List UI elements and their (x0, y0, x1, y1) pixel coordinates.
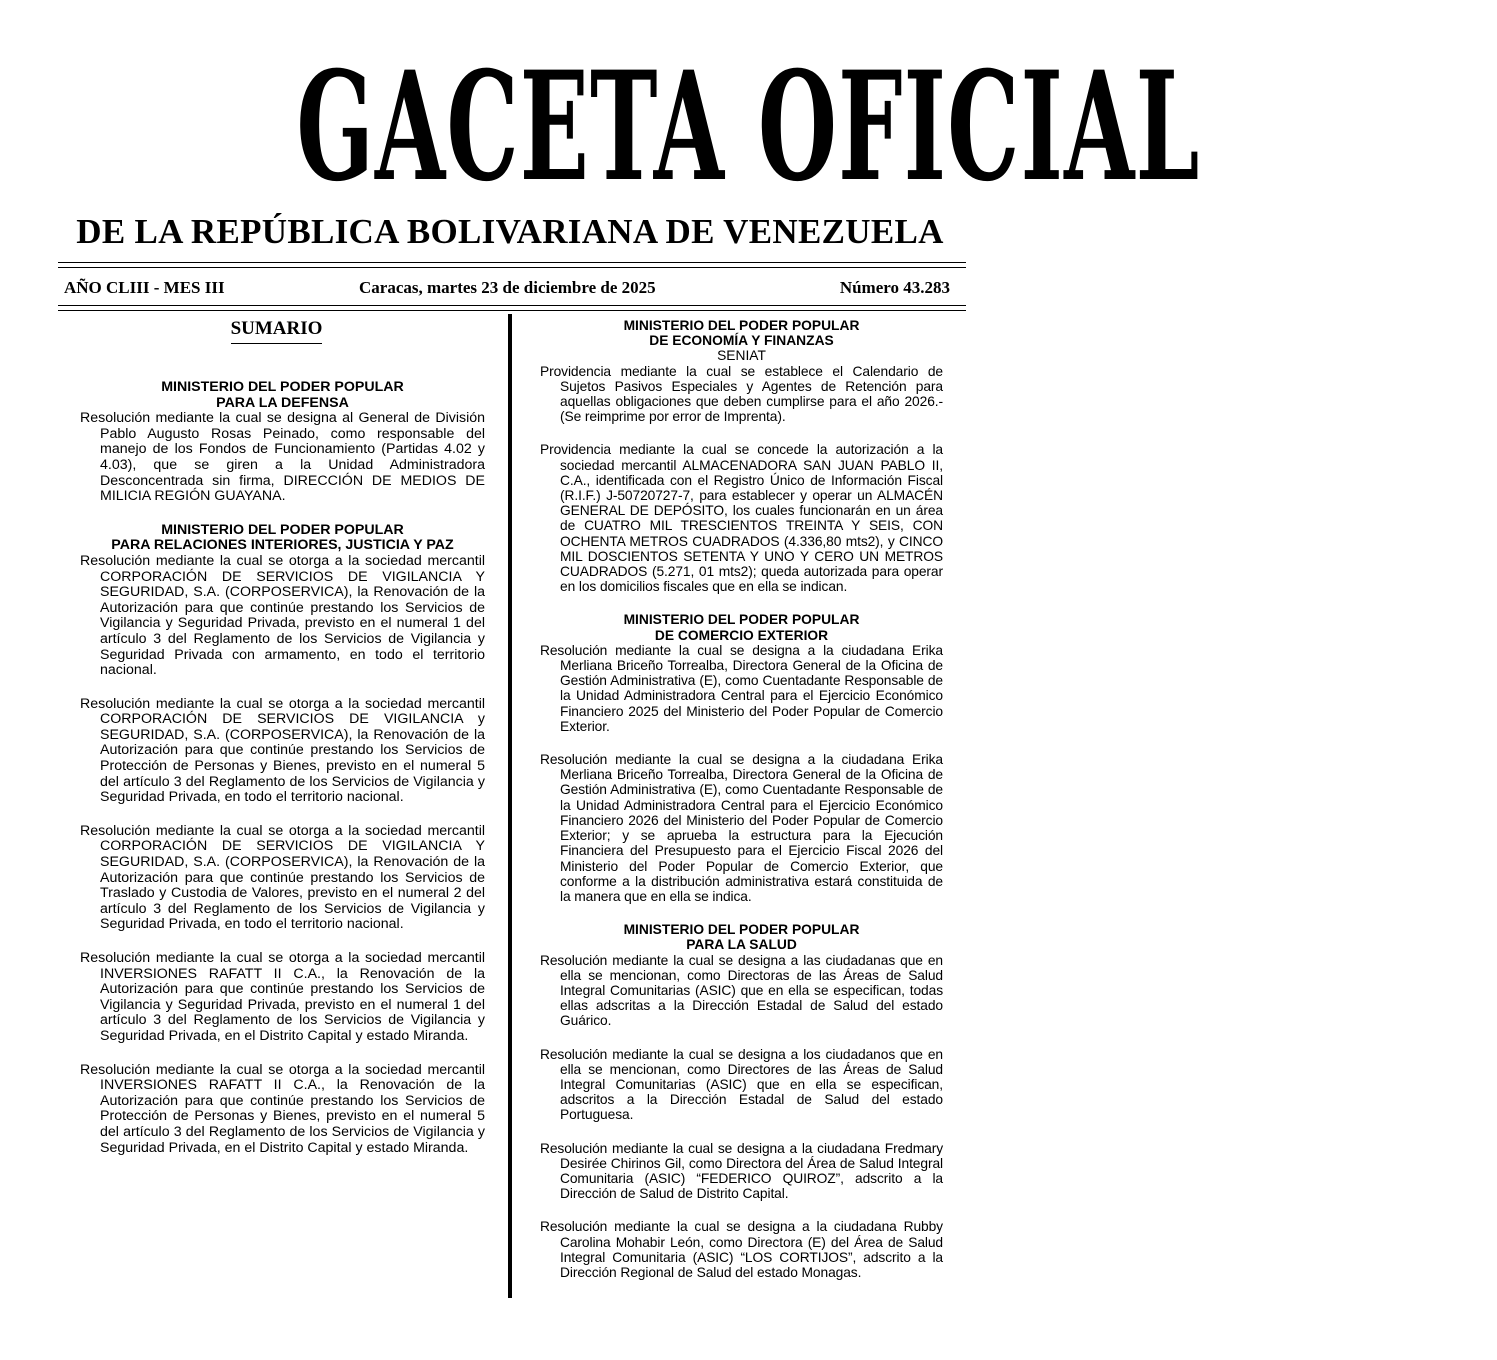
issue-info-bar (64, 278, 950, 302)
section-heading: MINISTERIO DEL PODER POPULAR PARA RELACIONES INTERIORES, JUSTICIA Y PAZ (111, 521, 454, 554)
section-comercio (540, 612, 943, 904)
list-item: Resolución mediante la cual se designa a la ciudadana Rubby Carolina Mohabir León, como Directora (E) del Área de Salud Integral Comunitaria (ASIC) “LOS CORTIJOS”, adscrito a la Dirección Regional de Salud del estado Monagas. (540, 1219, 943, 1280)
list-item: Resolución mediante la cual se otorga a la sociedad mercantil CORPORACIÓN DE SERVICIOS DE VIGILANCIA Y SEGURIDAD, S.A. (CORPOSERVICA), la Renovación de la Autorización para que continúe prestando los Servicios de Traslado y Custodia de Valores, previsto en el numeral 2 del artículo 3 del Reglamento de los Servicios de Vigilancia y Seguridad Privada, en todo el territorio nacional. (80, 822, 485, 933)
left-column (80, 318, 485, 1174)
year-month: AÑO CLIII - MES III (64, 278, 225, 297)
section-economia (540, 318, 943, 594)
section-interiores (80, 523, 485, 1156)
section-subheading: SENIAT (717, 348, 766, 364)
right-column (540, 318, 943, 1298)
list-item: Resolución mediante la cual se otorga a la sociedad mercantil INVERSIONES RAFATT II C.A., la Renovación de la Autorización para que continúe prestando los Servicios de Vigilancia y Seguridad Privada, previsto en el numeral 1 del artículo 3 del Reglamento de los Servicios de Vigilancia y Seguridad Privada, en el Distrito Capital y estado Miranda. (80, 950, 485, 1044)
list-item: Providencia mediante la cual se establece el Calendario de Sujetos Pasivos Especiales y Agentes de Retención para aquellas obligaciones que deben cumplirse para el año 2026.-(Se reimprime por error de Imprenta). (540, 363, 943, 425)
place-date: Caracas, martes 23 de diciembre de 2025 (359, 278, 656, 297)
list-item: Resolución mediante la cual se designa a los ciudadanos que en ella se mencionan, como Directores de las Áreas de Salud Integral Comunitarias (ASIC) que en ella se especifican, adscritos a la Dirección Estadal de Salud del estado Portuguesa. (540, 1046, 943, 1123)
list-item: Resolución mediante la cual se designa a las ciudadanas que en ella se mencionan, como Directoras de las Áreas de Salud Integral Comunitarias (ASIC) que en ella se especifican, todas ellas adscritas a la Dirección Estadal de Salud del estado Guárico. (540, 952, 943, 1029)
list-item: Resolución mediante la cual se designa a la ciudadana Erika Merliana Briceño Torrealba, Directora General de la Oficina de Gestión Administrativa (E), como Cuentadante Responsable de la Unidad Administradora Central para el Ejercicio Económico Financiero 2025 del Ministerio del Poder Popular de Comercio Exterior. (540, 642, 943, 734)
list-item: Resolución mediante la cual se otorga a la sociedad mercantil CORPORACIÓN DE SERVICIOS DE VIGILANCIA y SEGURIDAD, S.A. (CORPOSERVICA), la Renovación de la Autorización para que continúe prestando los Servicios de Protección de Personas y Bienes, previsto en el numeral 5 del artículo 3 del Reglamento de los Servicios de Vigilancia y Seguridad Privada, en todo el territorio nacional. (80, 695, 485, 806)
masthead (0, 39, 1201, 215)
section-heading: MINISTERIO DEL PODER POPULAR PARA LA SALUD (623, 922, 860, 953)
issue-number: Número 43.283 (839, 278, 950, 297)
section-heading: MINISTERIO DEL PODER POPULAR DE ECONOMÍA Y FINANZAS (623, 318, 860, 349)
section-heading: MINISTERIO DEL PODER POPULAR PARA LA DEFENSA (161, 379, 404, 411)
list-item: Resolución mediante la cual se designa a la ciudadana Fredmary Desirée Chirinos Gil, como Directora del Área de Salud Integral Comunitaria (ASIC) “FEDERICO QUIROZ”, adscrito a la Dirección de Salud de Distrito Capital. (540, 1140, 943, 1202)
list-item: Resolución mediante la cual se designa a la ciudadana Erika Merliana Briceño Torrealba, Directora General de la Oficina de Gestión Administrativa (E), como Cuentadante Responsable de la Unidad Administradora Central para el Ejercicio Económico Financiero 2026 del Ministerio del Poder Popular de Comercio Exterior; y se aprueba la estructura para la Ejecución Financiera del Presupuesto para el Ejercicio Fiscal 2026 del Ministerio del Poder Popular de Comercio Exterior, que conforme a la distribución administrativa estará constituida de la manera que en ella se indica. (540, 752, 943, 904)
column-divider (508, 314, 512, 1298)
section-defensa (80, 380, 485, 505)
list-item: Resolución mediante la cual se otorga a la sociedad mercantil CORPORACIÓN DE SERVICIOS DE VIGILANCIA Y SEGURIDAD, S.A. (CORPOSERVICA), la Renovación de la Autorización para que continúe prestando los Servicios de Vigilancia y Seguridad Privada, previsto en el numeral 1 del artículo 3 del Reglamento de los Servicios de Vigilancia y Seguridad Privada con armamento, en todo el territorio nacional. (80, 552, 485, 679)
header-rule-bottom (58, 305, 966, 306)
newspaper-title: GACETA OFICIAL (296, 39, 1201, 215)
section-heading: MINISTERIO DEL PODER POPULAR DE COMERCIO EXTERIOR (623, 612, 860, 643)
newspaper-subtitle: DE LA REPÚBLICA BOLIVARIANA DE VENEZUELA (76, 212, 944, 251)
header-rule-top (58, 262, 966, 263)
header-rule-bottom-2 (58, 310, 966, 311)
header-rule-top-2 (58, 267, 966, 268)
section-salud (540, 922, 943, 1280)
sumario-heading: SUMARIO (80, 318, 485, 344)
list-item: Resolución mediante la cual se otorga a la sociedad mercantil INVERSIONES RAFATT II C.A., la Renovación de la Autorización para que continúe prestando los Servicios de Protección de Personas y Bienes, previsto en el numeral 5 del artículo 3 del Reglamento de los Servicios de Vigilancia y Seguridad Privada, en el Distrito Capital y estado Miranda. (80, 1061, 485, 1156)
list-item: Resolución mediante la cual se designa al General de División Pablo Augusto Rosas Peinado, como responsable del manejo de los Fondos de Funcionamiento (Partidas 4.02 y 4.03), que se giren a la Unidad Administradora Desconcentrada sin firma, DIRECCIÓN DE MEDIOS DE MILICIA REGIÓN GUAYANA. (80, 410, 485, 505)
list-item: Providencia mediante la cual se concede la autorización a la sociedad mercantil ALMACENADORA SAN JUAN PABLO II, C.A., identificada con el Registro Único de Información Fiscal (R.I.F.) J-50720727-7, para establecer y operar un ALMACÉN GENERAL DE DEPÓSITO, los cuales funcionarán en un área de CUATRO MIL TRESCIENTOS TREINTA Y SEIS, CON OCHENTA METROS CUADRADOS (4.336,80 mts2), y CINCO MIL DOSCIENTOS SETENTA Y UNO Y CERO UN METROS CUADRADOS (5.271, 01 mts2); queda autorizada para operar en los domicilios fiscales que en ella se indican. (540, 442, 943, 595)
